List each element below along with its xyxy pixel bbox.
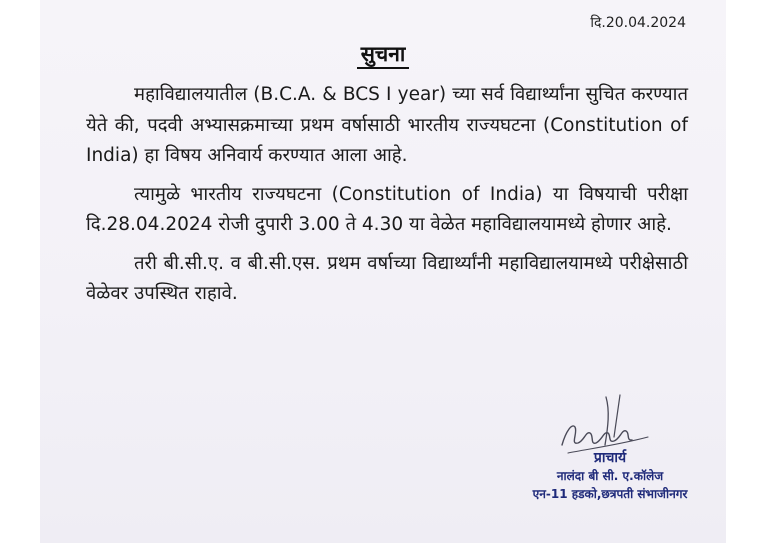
college-address: एन-11 हडको,छत्रपती संभाजीनगर	[532, 487, 688, 501]
notice-body	[86, 80, 688, 318]
notice-paragraph-1: महाविद्यालयातील (B.C.A. & BCS I year) च्या सर्व विद्यार्थ्यांना सुचित करण्यात येते की, पदवी अभ्यासक्रमाच्या प्रथम वर्षासाठी भारतीय राज्यघटना (Constitution of India) हा विषय अनिवार्य करण्यात आला आहे.	[86, 84, 688, 166]
principal-title: प्राचार्य	[593, 450, 627, 466]
notice-paragraph-2: त्यामुळे भारतीय राज्यघटना (Constitution of India) या विषयाची परीक्षा दि.28.04.2024 रोजी दुपारी 3.00 ते 4.30 या वेळेत महाविद्यालयामध्ये होणार आहे.	[86, 183, 688, 235]
notice-paragraph-3: तरी बी.सी.ए. व बी.सी.एस. प्रथम वर्षाच्या विद्यार्थ्यांनी महाविद्यालयामध्ये परीक्षेसाठी वेळेवर उपस्थित राहावे.	[86, 252, 688, 304]
notice-title-text: सुचना	[357, 42, 410, 69]
signature-block	[500, 450, 720, 503]
notice-paper	[40, 0, 726, 543]
notice-title	[40, 40, 726, 68]
notice-date: दि.20.04.2024	[590, 15, 686, 31]
college-name: नालंदा बी सी. ए.कॉलेज	[556, 469, 664, 483]
